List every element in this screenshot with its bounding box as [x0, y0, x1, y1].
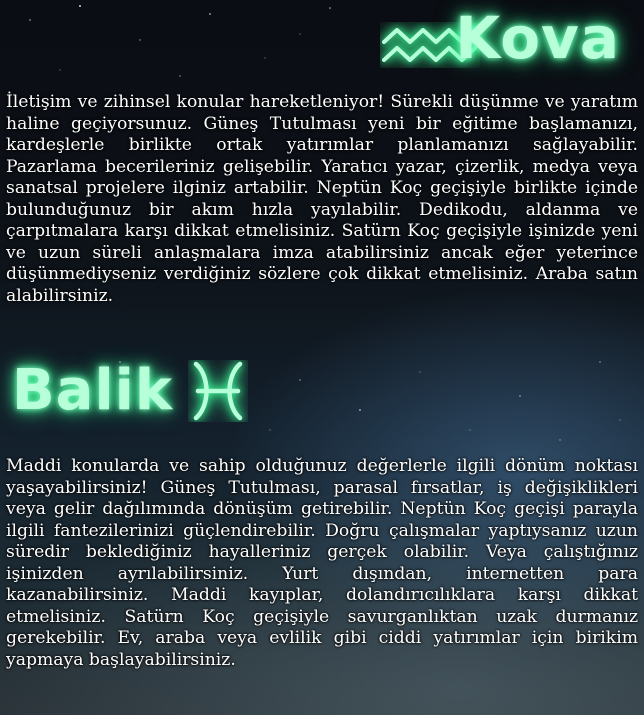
sign-title-balik: Balik [12, 358, 174, 423]
horoscope-text-kova: İletişim ve zihinsel konular hareketleniyor! Sürekli düşünme ve yaratım haline geçiyorsunuz. Güneş Tutulması yeni bir eğitime başlamanızı, kardeşlerle birlikte ortak yatırımlar planlamanızı sağlayabilir. Pazarlama becerileriniz gelişebilir. Yaratıcı yazar, çizerlik, medya veya sanatsal projelere ilginiz artabilir. Neptün Koç geçişiyle birlikte içinde bulunduğunuz bir akım hızla yayılabilir. Dedikodu, aldanma ve çarpıtmalara karşı dikkat etmelisiniz. Satürn Koç geçişiyle işinizde yeni ve uzun süreli anlaşmalara imza atabilirsiniz ancak eğer yeterince düşünmediyseniz verdiğiniz sözlere çok dikkat etmelisiniz. Araba satın alabilirsiniz. [6, 92, 638, 306]
pisces-sign-icon [188, 360, 248, 422]
horoscope-text-balik: Maddi konularda ve sahip olduğunuz değerlerle ilgili dönüm noktası yaşayabilirsiniz! Güneş Tutulması, parasal fırsatlar, iş değişiklikleri veya gelir dağılımında dönüşüm getirebilir. Neptün Koç geçişi parayla ilgili fantezilerinizi güçlendirebilir. Doğru çalışmalar yaptıysanız uzun süredir beklediğiniz hayalleriniz gerçek olabilir. Veya çalıştığınız işinizden ayrılabilirsiniz. Yurt dışından, internetten para kazanabilirsiniz. Maddi kayıplar, dolandırıcılıklara karşı dikkat etmelisiniz. Satürn Koç geçişiyle savurganlıktan uzak durmanız gerekebilir. Ev, araba veya evlilik gibi ciddi yatırımlar için birikim yapmaya başlayabilirsiniz. [6, 456, 638, 670]
sign-title-kova: Kova [455, 4, 620, 72]
